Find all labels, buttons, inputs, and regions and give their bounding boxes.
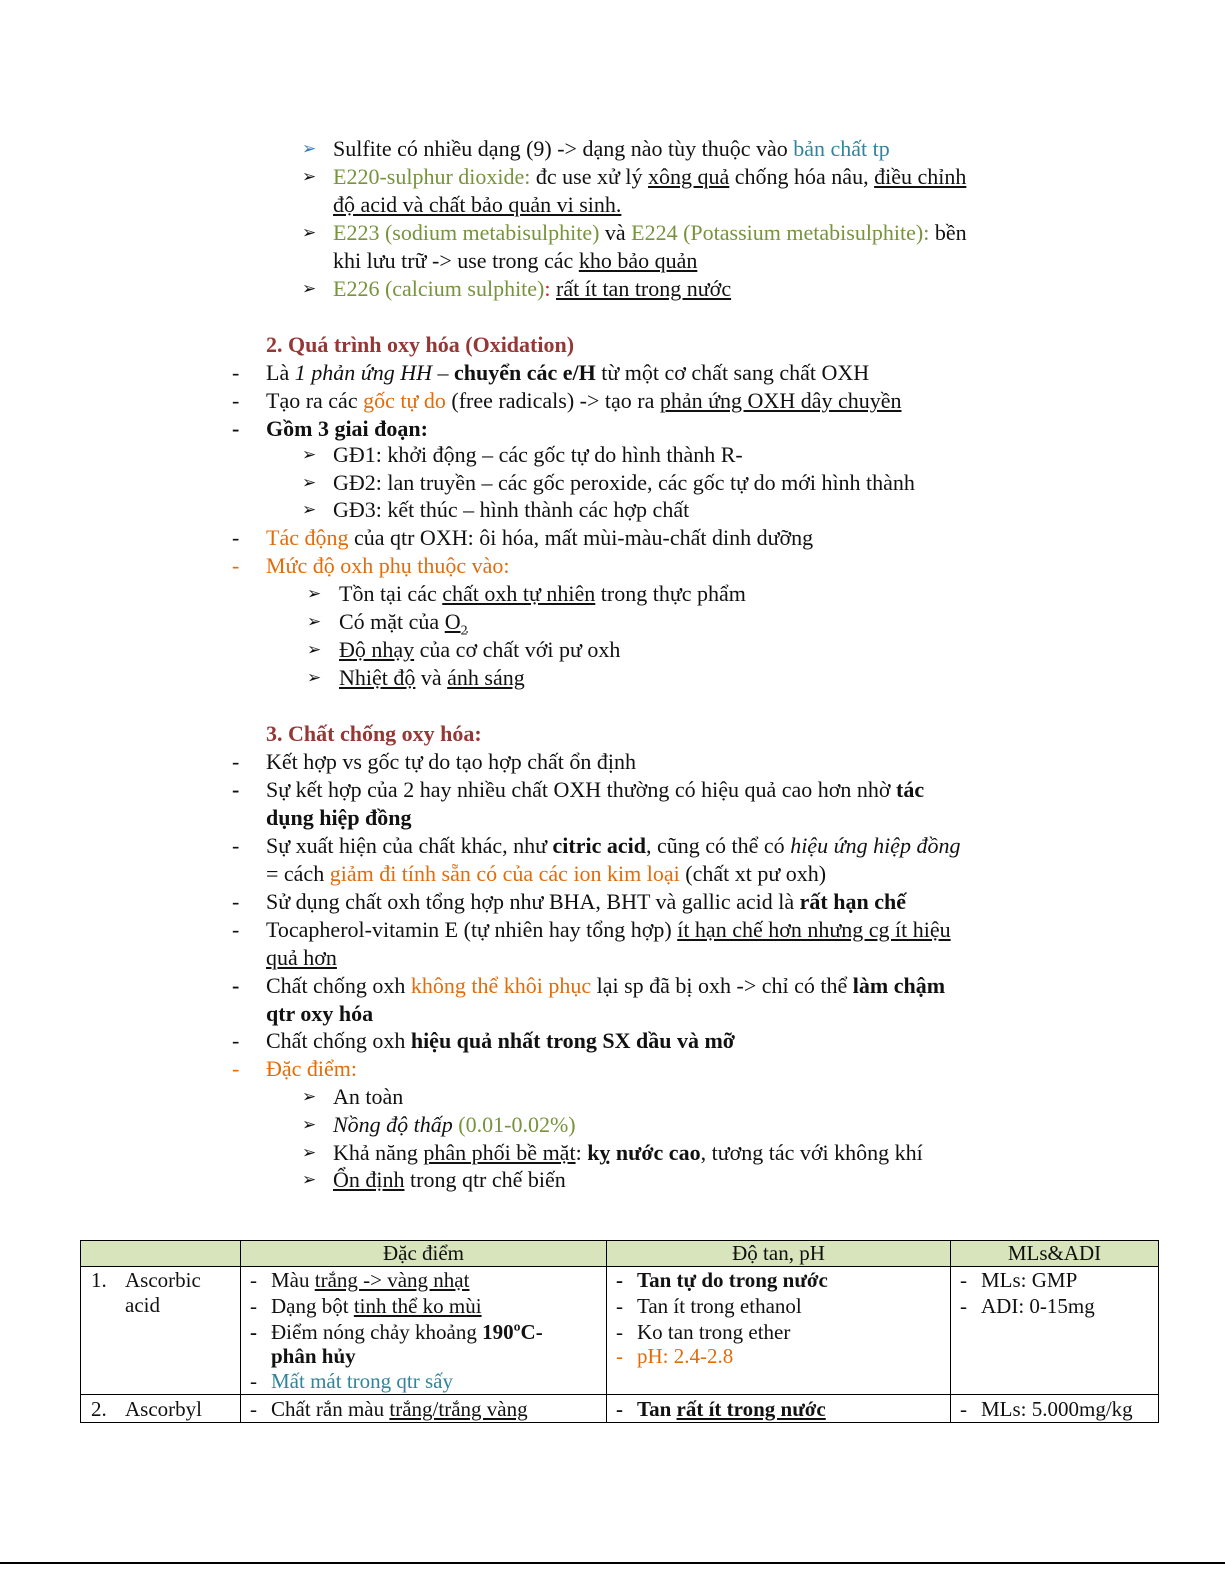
arrow-bullet-icon: ➢ [307, 640, 322, 660]
table-cell-mls: - MLs: 5.000mg/kg [951, 1395, 1159, 1423]
arrow-bullet-icon: ➢ [307, 612, 322, 632]
table-cell-solubility: - Tan tự do trong nước - Tan ít trong ethanol - Ko tan trong ether - pH: 2.4-2.8 [607, 1267, 951, 1395]
stage-item: GĐ2: lan truyền – các gốc peroxide, các gốc tự do mới hình thành [333, 470, 915, 495]
dash-bullet: - [232, 525, 240, 550]
table-cell-features: - Chất rắn màu trắng/trắng vàng [241, 1395, 607, 1423]
dash-bullet: - [232, 973, 240, 998]
stage-item: GĐ1: khởi động – các gốc tự do hình thành R- [333, 442, 743, 467]
arrow-bullet-icon: ➢ [302, 445, 317, 465]
arrow-bullet-icon: ➢ [302, 139, 317, 159]
row-name: acid [125, 1293, 160, 1317]
factor-item: Có mặt của $O_2$ [339, 609, 468, 639]
antioxidant-line: Tocapherol-vitamin E (tự nhiên hay tổng hợp) ít hạn chế hơn nhưng cg ít hiệu [266, 917, 951, 942]
free-radicals-line: Tạo ra các gốc tự do (free radicals) -> tạo ra phản ứng OXH dây chuyền [266, 388, 902, 413]
row-number: 2. [91, 1397, 107, 1421]
dash-bullet: - [232, 553, 240, 578]
antioxidant-line-cont: = cách giảm đi tính sẵn có của các ion kim loại (chất xt pư oxh) [266, 861, 827, 886]
dash-bullet: - [232, 917, 240, 942]
mls-item: MLs: 5.000mg/kg [981, 1397, 1133, 1421]
mls-item: ADI: 0-15mg [981, 1294, 1095, 1318]
dash-bullet: - [232, 1028, 240, 1053]
table-cell-mls: - MLs: GMP - ADI: 0-15mg [951, 1267, 1159, 1395]
arrow-bullet-icon: ➢ [302, 473, 317, 493]
table-row [81, 1267, 1159, 1395]
section-3-heading: 3. Chất chống oxy hóa: [266, 721, 482, 746]
antioxidant-line: Sử dụng chất oxh tổng hợp như BHA, BHT và gallic acid là rất hạn chế [266, 889, 906, 914]
table-cell-solubility: - Tan rất ít trong nước [607, 1395, 951, 1423]
dash-bullet: - [232, 360, 240, 385]
antioxidant-line: Chất chống oxh không thể khôi phục lại sp đã bị oxh -> chỉ có thể làm chậm [266, 973, 946, 998]
antioxidant-line: Sự xuất hiện của chất khác, như citric acid, cũng có thể có hiệu ứng hiệp đồng [266, 833, 961, 858]
bullet-e220: E220-sulphur dioxide: đc use xử lý xông quả chống hóa nâu, điều chỉnh [333, 164, 967, 189]
page-bottom-border [0, 1562, 1225, 1564]
table-cell-features: - Màu trắng -> vàng nhạt - Dạng bột tinh thể ko mùi - Điểm nóng chảy khoảng 190ºC- phân hủy - Mất mát trong qtr sấy [241, 1267, 607, 1395]
bullet-sulfite-forms: Sulfite có nhiều dạng (9) -> dạng nào tùy thuộc vào bản chất tp [333, 136, 890, 161]
arrow-bullet-icon: ➢ [302, 167, 317, 187]
arrow-bullet-icon: ➢ [302, 279, 317, 299]
table-header-cell: MLs&ADI [951, 1241, 1159, 1267]
feature-item: Mất mát trong qtr sấy [271, 1369, 453, 1393]
feature-item: Dạng bột tinh thể ko mùi [271, 1294, 482, 1318]
arrow-bullet-icon: ➢ [302, 1087, 317, 1107]
arrow-bullet-icon: ➢ [302, 1170, 317, 1190]
dash-bullet: - [232, 416, 240, 441]
bullet-e223-cont: khi lưu trữ -> use trong các kho bảo quản [333, 248, 698, 273]
table-row [81, 1395, 1159, 1423]
trait-item: Ổn định trong qtr chế biến [333, 1167, 566, 1192]
table-cell-name [81, 1395, 241, 1423]
solubility-item: pH: 2.4-2.8 [637, 1344, 734, 1368]
antioxidant-line-cont: qtr oxy hóa [266, 1001, 374, 1026]
solubility-item: Ko tan trong ether [637, 1320, 791, 1344]
table-header-cell: Độ tan, pH [607, 1241, 951, 1267]
dash-bullet: - [232, 1056, 240, 1081]
antioxidant-line: Chất chống oxh hiệu quả nhất trong SX dầu và mỡ [266, 1028, 735, 1053]
feature-item: Màu trắng -> vàng nhạt [271, 1268, 470, 1292]
dash-bullet: - [232, 388, 240, 413]
bullet-e220-cont: độ acid và chất bảo quản vi sinh. [333, 192, 622, 217]
arrow-bullet-icon: ➢ [302, 223, 317, 243]
feature-item: Điểm nóng chảy khoảng 190ºC- [271, 1320, 543, 1344]
arrow-bullet-icon: ➢ [302, 1115, 317, 1135]
solubility-item: Tan tự do trong nước [637, 1268, 828, 1292]
solubility-item: Tan ít trong ethanol [637, 1294, 802, 1318]
table-cell-name [81, 1267, 241, 1395]
factor-item: Nhiệt độ và ánh sáng [339, 665, 525, 690]
trait-item: Nồng độ thấp (0.01-0.02%) [333, 1112, 576, 1137]
dash-bullet: - [232, 889, 240, 914]
antioxidant-line: Sự kết hợp của 2 hay nhiều chất OXH thường có hiệu quả cao hơn nhờ tác [266, 777, 925, 802]
oxidation-definition: Là 1 phản ứng HH – chuyển các e/H từ một cơ chất sang chất OXH [266, 360, 870, 385]
table-header-cell: Đặc điểm [241, 1241, 607, 1267]
bullet-e223-e224: E223 (sodium metabisulphite) và E224 (Potassium metabisulphite): bền [333, 220, 967, 245]
feature-item-cont: phân hủy [271, 1344, 356, 1368]
antioxidant-line-cont: quả hơn [266, 945, 337, 970]
dash-bullet: - [232, 833, 240, 858]
arrow-bullet-icon: ➢ [307, 668, 322, 688]
solubility-item: Tan rất ít trong nước [637, 1397, 826, 1421]
table-header-cell [81, 1241, 241, 1267]
bullet-e226: E226 (calcium sulphite): rất ít tan trong nước [333, 276, 732, 301]
row-number: 1. [91, 1268, 107, 1292]
trait-item: Khả năng phân phối bề mặt: kỵ nước cao, tương tác với không khí [333, 1140, 923, 1165]
oxidation-level-line: Mức độ oxh phụ thuộc vào: [266, 553, 510, 578]
dash-bullet: - [232, 777, 240, 802]
row-name: Ascorbyl [125, 1397, 202, 1421]
factor-item: Tồn tại các chất oxh tự nhiên trong thực phẩm [339, 581, 746, 606]
antioxidant-table [80, 1240, 1159, 1423]
mls-item: MLs: GMP [981, 1268, 1078, 1292]
antioxidant-line-cont: dụng hiệp đồng [266, 805, 412, 830]
arrow-bullet-icon: ➢ [302, 500, 317, 520]
antioxidant-line: Kết hợp vs gốc tự do tạo hợp chất ổn định [266, 749, 637, 774]
traits-label: Đặc điểm: [266, 1056, 358, 1081]
section-2-heading: 2. Quá trình oxy hóa (Oxidation) [266, 332, 575, 357]
table-header-row [81, 1241, 1159, 1267]
stage-item: GĐ3: kết thúc – hình thành các hợp chất [333, 497, 690, 522]
three-stages-line: Gồm 3 giai đoạn: [266, 416, 428, 441]
trait-item: An toàn [333, 1084, 404, 1109]
dash-bullet: - [232, 749, 240, 774]
impact-line: Tác động của qtr OXH: ôi hóa, mất mùi-màu-chất dinh dưỡng [266, 525, 814, 550]
row-name: Ascorbic [125, 1268, 201, 1292]
feature-item: Chất rắn màu trắng/trắng vàng [271, 1397, 528, 1421]
arrow-bullet-icon: ➢ [302, 1143, 317, 1163]
arrow-bullet-icon: ➢ [307, 584, 322, 604]
factor-item: Độ nhạy của cơ chất với pư oxh [339, 637, 621, 662]
